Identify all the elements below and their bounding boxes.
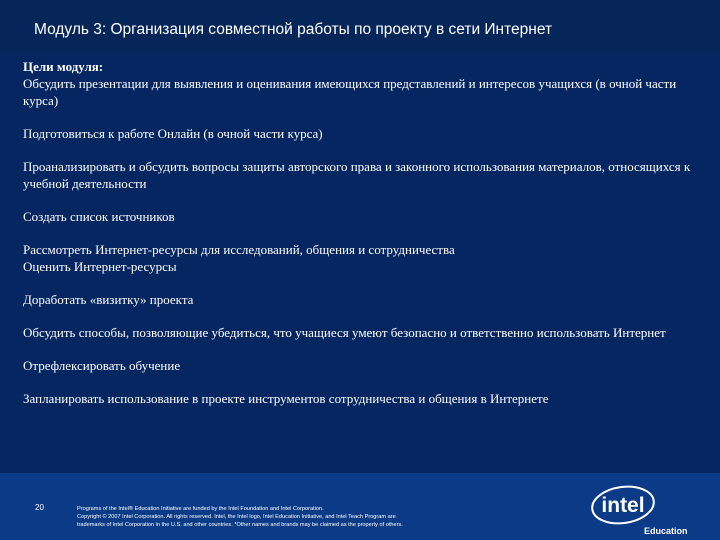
footer <box>0 473 720 540</box>
goal-block <box>23 324 698 341</box>
logo-wordmark: intel <box>601 494 645 517</box>
goal-item: Доработать «визитку» проекта <box>23 292 194 307</box>
goal-item: Запланировать использование в проекте инструментов сотрудничества и общения в Интернете <box>23 391 549 406</box>
legal-notice <box>77 505 557 529</box>
goals-block <box>23 58 698 109</box>
goal-block <box>23 158 698 192</box>
goal-block <box>23 125 698 142</box>
goals-heading: Цели модуля: <box>23 59 104 74</box>
intel-education-logo <box>590 481 688 537</box>
goal-item: Создать список источников <box>23 209 175 224</box>
goal-block <box>23 291 698 308</box>
goal-item: Подготовиться к работе Онлайн (в очной части курса) <box>23 126 323 141</box>
title-bar <box>0 0 720 50</box>
slide-title: Модуль 3: Организация совместной работы по проекту в сети Интернет <box>34 21 553 38</box>
legal-line: trademarks of Intel Corporation in the U.S. and other countries. *Other names and brands may be claimed as the property of others. <box>77 522 403 528</box>
goal-block <box>23 208 698 225</box>
legal-line: Copyright © 2007 Intel Corporation. All rights reserved. Intel, the Intel logo, Intel Education Initiative, and Intel Teach Program are <box>77 514 396 520</box>
goal-item: Отрефлексировать обучение <box>23 358 181 373</box>
goal-item: Обсудить презентации для выявления и оценивания имеющихся представлений и интересов учащихся (в очной части курса) <box>23 76 677 108</box>
goal-block <box>23 357 698 374</box>
goal-item: Проанализировать и обсудить вопросы защиты авторского права и законного использования материалов, относящихся к учебной деятельности <box>23 159 691 191</box>
legal-line: Programs of the Intel® Education Initiative are funded by the Intel Foundation and Intel Corporation. <box>77 506 324 512</box>
page-number: 20 <box>35 503 44 512</box>
goal-item: Оценить Интернет-ресурсы <box>23 259 177 274</box>
logo-subtitle: Education <box>644 526 688 536</box>
goal-item: Обсудить способы, позволяющие убедиться, что учащиеся умеют безопасно и ответственно использовать Интернет <box>23 325 666 340</box>
goal-block <box>23 241 698 275</box>
goal-block <box>23 390 698 407</box>
goal-item: Рассмотреть Интернет-ресурсы для исследований, общения и сотрудничества <box>23 242 455 257</box>
slide-content <box>23 58 698 423</box>
